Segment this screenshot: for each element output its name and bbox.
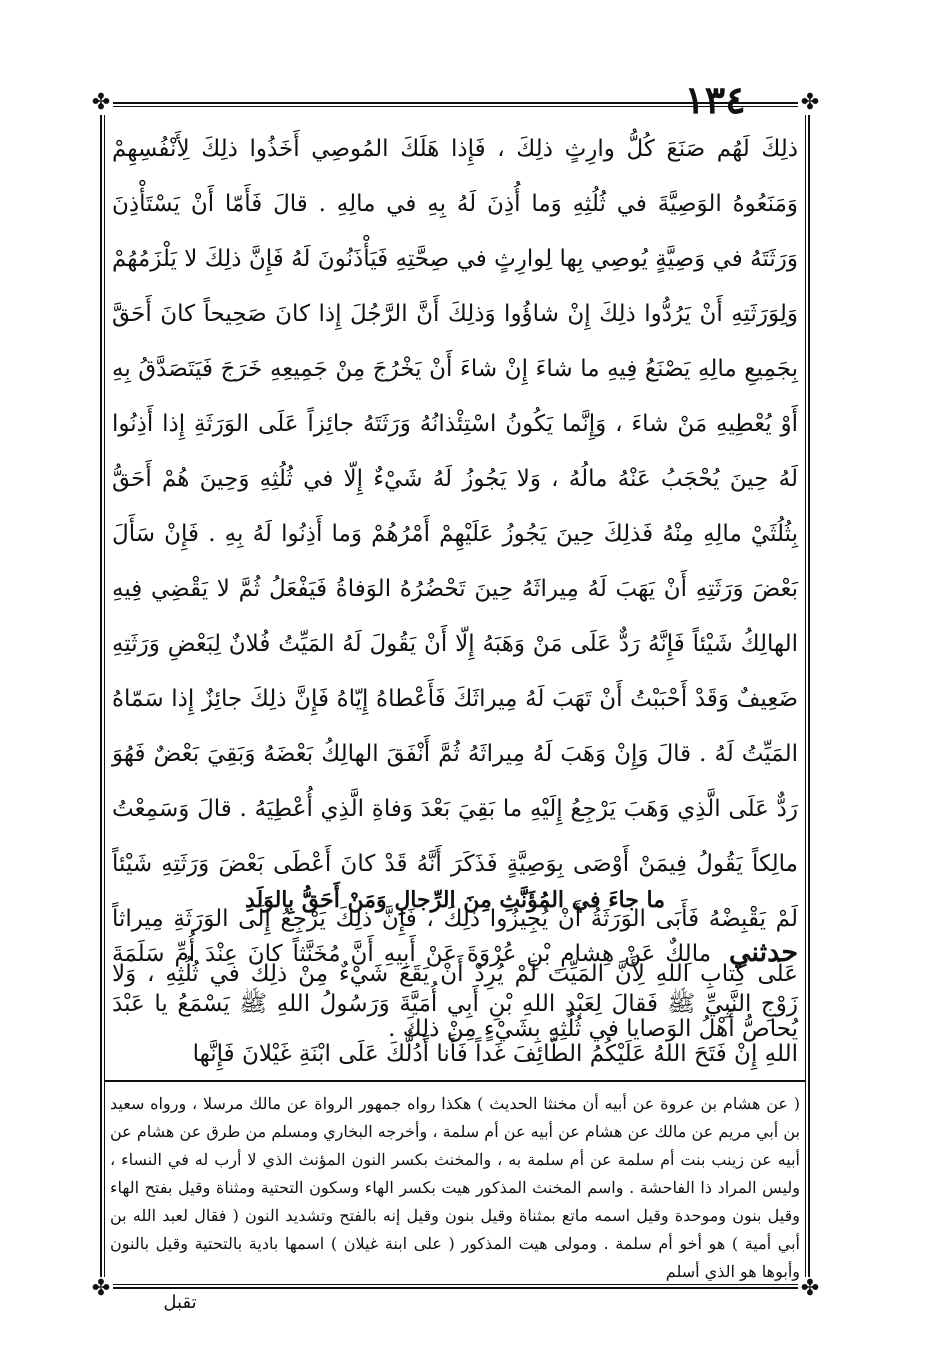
catchword: تقبل (163, 1292, 197, 1313)
page-number: ١٣٤ (684, 77, 746, 122)
paragraph: ذلِكَ لَهُم صَنَعَ كُلُّ وارِثٍ ذلِكَ ، فَإِذا هَلَكَ المُوصِي أَخَذُوا ذلِكَ لِأَنْفُسِهِمْ وَمَنَعُوهُ الوَصِيَّةَ في ثُلُثِهِ وَما أُذِنَ لَهُ بِهِ في مالِهِ . قالَ فَأَمّا أَنْ يَسْتَأْذِنَ وَرَثَتَهُ في وَصِيَّةٍ يُوصِي بِها لِوارِثٍ في صِحَّتِهِ فَيَأْذَنُونَ لَهُ فَإِنَّ ذلِكَ لا يَلْزَمُهُمْ وَلِوَرَثَتِهِ أَنْ يَرُدُّوا ذلِكَ إِنْ شاؤُوا وَذلِكَ أَنَّ الرَّجُلَ إِذا كانَ صَحِيحاً كانَ أَحَقَّ بِجَمِيعِ مالِهِ يَصْنَعُ فِيهِ ما شاءَ إِنْ شاءَ أَنْ يَخْرُجَ مِنْ جَمِيعِهِ خَرَجَ فَيَتَصَدَّقُ بِهِ أَوْ يُعْطِيهِ مَنْ شاءَ ، وَإِنَّما يَكُونُ اسْتِئْذانُهُ وَرَثَتَهُ جائِزاً عَلَى الوَرَثَةِ إِذا أَذِنُوا لَهُ حِينَ يُحْجَبُ عَنْهُ مالُهُ ، وَلا يَجُوزُ لَهُ شَيْءٌ إِلّا في ثُلُثِهِ وَحِينَ هُمْ أَحَقُّ بِثُلُثَيْ مالِهِ مِنْهُ فَذلِكَ حِينَ يَجُوزُ عَلَيْهِمْ أَمْرُهُمْ وَما أَذِنُوا لَهُ بِهِ . فَإِنْ سَأَلَ بَعْضَ وَرَثَتِهِ أَنْ يَهَبَ لَهُ مِيراثَهُ حِينَ تَحْضُرُهُ الوَفاةُ فَيَفْعَلُ ثُمَّ لا يَقْضِي فِيهِ الهالِكُ شَيْئاً فَإِنَّهُ رَدٌّ عَلَى مَنْ وَهَبَهُ إِلّا أَنْ يَقُولَ لَهُ المَيِّتُ فُلانٌ لِبَعْضِ وَرَثَتِهِ ضَعِيفٌ وَقَدْ أَحْبَبْتُ أَنْ تَهَبَ لَهُ مِيراثَكَ فَأَعْطاهُ إِيّاهُ فَإِنَّ ذلِكَ جائِزٌ إِذا سَمّاهُ المَيِّتُ لَهُ . قالَ وَإِنْ وَهَبَ لَهُ مِيراثَهُ ثُمَّ أَنْفَقَ الهالِكُ بَعْضَهُ وَبَقِيَ بَعْضٌ فَهُوَ رَدٌّ عَلَى الَّذِي وَهَبَ يَرْجِعُ إِلَيْهِ ما بَقِيَ بَعْدَ وَفاةِ الَّذِي أُعْطِيَهُ . قالَ وَسَمِعْتُ مالِكاً يَقُولُ فِيمَنْ أَوْصَى بِوَصِيَّةٍ فَذَكَرَ أَنَّهُ قَدْ كانَ أَعْطَى بَعْضَ وَرَثَتِهِ شَيْئاً لَمْ يَقْبِضْهُ فَأَبَى الوَرَثَةُ أَنْ يُجِيزُوا ذلِكَ ، فَإِنَّ ذلِكَ يَرْجِعُ إِلَى الوَرَثَةِ مِيراثاً عَلَى كِتابِ اللهِ لِأَنَّ المَيِّتَ لَمْ يُرِدْ أَنْ يَقَعَ شَيْءٌ مِنْ ذلِكَ في ثُلُثِهِ ، وَلا يُحاصُّ أَهْلُ الوَصايا في ثُلُثِهِ بِشَيْءٍ مِنْ ذلِكَ . (112, 136, 798, 1042)
footnote-separator (104, 1080, 806, 1082)
corner-ornament-icon: ✤ (89, 1277, 113, 1301)
footnotes: ( عن هشام بن عروة عن أبيه أن مخنثا الحديث ) هكذا رواه جمهور الرواة عن مالك مرسلا ، ورواه سعيد بن أبي مريم عن مالك عن هشام عن أبيه عن أم سلمة ، وأخرجه البخاري ومسلم من طرق عن هشام عن أبيه عن زينب بنت أم سلمة عن أم سلمة به ، والمخنث بكسر النون المؤنث الذي لا أرب له في النساء ، وليس المراد ذا الفاحشة . واسم المخنث المذكور هيت بكسر الهاء وسكون التحتية ومثناة وقيل بفتح الهاء وقيل بنون وموحدة وقيل اسمه ماتع بمثناة وقيل بنون وقيل إنه بالفتح وتشديد النون ( فقال لعبد الله بن أبي أمية ) هو أخو أم سلمة . ومولى هيت المذكور ( على ابنة غيلان ) اسمها بادية بالتحتية وقيل بالنون وأبوها هو الذي أسلم (110, 1094, 800, 1281)
hadith-body: مالِكٌ عَنْ هِشامِ بْنِ عُرْوَةَ عَنْ أَبِيهِ أَنَّ مُخَنَّثاً كانَ عِنْدَ أُمِّ سَلَمَةَ زَوْجِ النَّبِيِّ ﷺ فَقالَ لِعَبْدِ اللهِ بْنِ أَبِي أُمَيَّةَ وَرَسُولُ اللهِ ﷺ يَسْمَعُ يا عَبْدَ اللهِ إِنْ فَتَحَ اللهُ عَلَيْكُمُ الطّائِفَ غَداً فَأَنا أَدُلُّكَ عَلَى ابْنَةِ غَيْلانَ فَإِنَّها (112, 941, 798, 1067)
hadith-text (112, 928, 798, 1079)
hadith-lead-word: حدثني (728, 937, 799, 968)
corner-ornament-icon: ✤ (798, 1277, 822, 1301)
section-title: ما جاءَ في المُؤَنَّثِ مِنَ الرِّجالِ وَمَنْ أَحَقُّ بِالوَلَدِ (244, 887, 666, 913)
corner-ornament-icon: ✤ (798, 91, 822, 115)
corner-ornament-icon: ✤ (89, 91, 113, 115)
